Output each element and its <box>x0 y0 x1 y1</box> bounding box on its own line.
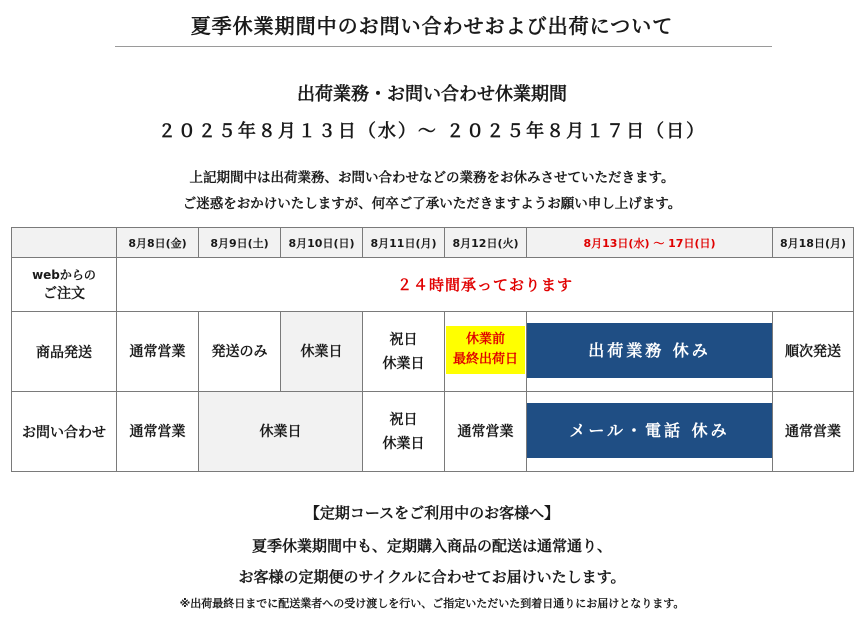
inquiry-cell: 通常営業 <box>773 392 854 472</box>
inquiry-cell: 通常営業 <box>117 392 199 472</box>
cell-line: 休業日 <box>382 435 425 452</box>
shipping-cell-last-day <box>445 312 527 392</box>
shipping-closed-block: 出荷業務 休み <box>527 323 772 378</box>
subscription-line-2: お客様の定期便のサイクルに合わせてお届けいたします。 <box>238 568 626 586</box>
inquiry-row <box>12 392 854 472</box>
closure-period-heading: 出荷業務・お問い合わせ休業期間 <box>297 84 567 105</box>
schedule-table <box>11 227 854 472</box>
web-order-row <box>12 258 854 312</box>
notice-line-2: ご迷惑をおかけいたしますが、何卒ご了承いただきますようお願い申し上げます。 <box>182 196 682 212</box>
notice-line-1: 上記期間中は出荷業務、お問い合わせなどの業務をお休みさせていただきます。 <box>189 170 675 186</box>
shipping-cell: 休業日 <box>281 312 363 392</box>
shipping-cell-closed <box>527 312 773 392</box>
web-order-value: ２４時間承っております <box>117 258 854 312</box>
shipping-row <box>12 312 854 392</box>
inquiry-cell: 通常営業 <box>445 392 527 472</box>
closure-period-range: ２０２５年８月１３日（水）～ ２０２５年８月１７日（日） <box>157 121 707 142</box>
cell-line: 祝日 <box>389 331 418 348</box>
inquiry-cell-closed: 休業日 <box>199 392 363 472</box>
schedule-header-row <box>12 228 854 258</box>
row-label-line: webからの <box>32 268 96 282</box>
cell-line: 休業前 <box>465 332 505 347</box>
subscription-heading: 【定期コースをご利用中のお客様へ】 <box>304 504 560 522</box>
header-date: 8月10日(日) <box>281 228 363 258</box>
header-date: 8月8日(金) <box>117 228 199 258</box>
cell-line: 休業日 <box>382 355 425 372</box>
row-label-line: ご注文 <box>43 286 85 302</box>
page-title: 夏季休業期間中のお問い合わせおよび出荷について <box>190 14 674 38</box>
row-label-inquiry: お問い合わせ <box>12 392 117 472</box>
subscription-line-1: 夏季休業期間中も、定期購入商品の配送は通常通り、 <box>251 537 612 555</box>
header-date: 8月11日(月) <box>363 228 445 258</box>
header-date-holiday-range: 8月13日(水) ～ 17日(日) <box>527 228 773 258</box>
shipping-cell: 順次発送 <box>773 312 854 392</box>
title-divider <box>115 46 772 47</box>
last-shipping-day-highlight <box>446 326 525 374</box>
inquiry-cell-closed <box>527 392 773 472</box>
header-date: 8月18日(月) <box>773 228 854 258</box>
shipping-cell-holiday <box>363 312 445 392</box>
shipping-cell: 発送のみ <box>199 312 281 392</box>
row-label-shipping: 商品発送 <box>12 312 117 392</box>
cell-line: 最終出荷日 <box>452 352 518 367</box>
row-label-web-order <box>12 258 117 312</box>
inquiry-cell-holiday <box>363 392 445 472</box>
header-date: 8月9日(土) <box>199 228 281 258</box>
shipping-cell: 通常営業 <box>117 312 199 392</box>
inquiry-closed-block: メール・電話 休み <box>527 403 772 458</box>
cell-line: 祝日 <box>389 411 418 428</box>
footnote: ※出荷最終日までに配送業者への受け渡しを行い、ご指定いただいた到着日通りにお届けとなります。 <box>179 597 685 610</box>
header-date: 8月12日(火) <box>445 228 527 258</box>
header-corner <box>12 228 117 258</box>
